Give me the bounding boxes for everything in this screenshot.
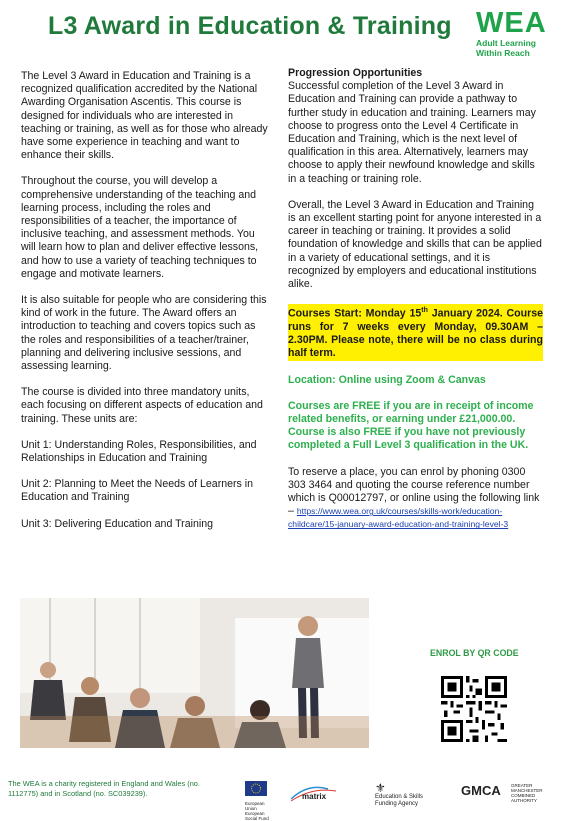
start-text-b: January 2024. Course runs for 7 weeks every Monday, 09.30AM – 2.30PM. Please note, there will be no class during half term. xyxy=(288,307,543,360)
course-paragraph: Throughout the course, you will develop a comprehensive understanding of the teaching and learning process, including the roles and responsibilities of a teacher, the importance of inclusive teaching, and assessment methods. You will learn how to plan and deliver effective lessons, and how to use a variety of teaching techniques to engage and motivate learners. xyxy=(21,175,259,280)
units-intro: The course is divided into three mandatory units, each focusing on different aspects of education and training. These units are: xyxy=(21,386,263,425)
free-course-text: Courses are FREE if you are in receipt of income related benefits, or earning under £21,000.00. Course is also FREE if you have not previously completed a Full Level 3 qualification in the UK. xyxy=(288,399,534,452)
course-start-notice xyxy=(288,304,543,360)
reserve-text: To reserve a place, you can enrol by phoning 0300 303 3464 and quoting the course reference number which is Q00012797, or online using the following link – xyxy=(288,465,540,518)
wea-logo xyxy=(476,8,556,58)
esfa-line-1: Education & Skills xyxy=(375,794,424,800)
course-link[interactable]: https://www.wea.org.uk/courses/skills-work/education-childcare/15-january-award-education-and-training-level-3 xyxy=(288,506,509,530)
classroom-photo xyxy=(20,598,369,748)
gmca-subtitle: GREATER MANCHESTER COMBINED AUTHORITY xyxy=(511,783,543,803)
gmca-wordmark: GMCA xyxy=(461,783,501,798)
eu-flag-icon xyxy=(245,781,267,796)
logo-tagline-1: Adult Learning xyxy=(476,38,536,48)
eu-logo xyxy=(245,781,277,821)
page-title: L3 Award in Education & Training xyxy=(48,12,452,40)
logo-tagline-2: Within Reach xyxy=(476,48,530,58)
suitability-paragraph: It is also suitable for people who are considering this kind of work in the future. The Award offers an introduction to teaching and covers topics such as the roles and responsibilities of a teacher/trainer, planning and delivering inclusive sessions, and assessing learning. xyxy=(21,294,267,373)
reserve-paragraph xyxy=(288,466,543,532)
qr-label: ENROL BY QR CODE xyxy=(430,648,519,658)
unit-item-1: Unit 1: Understanding Roles, Responsibilities, and Relationships in Education and Training xyxy=(21,438,257,465)
intro-paragraph: The Level 3 Award in Education and Training is a recognized qualification accredited by the National Awarding Organisation Ascentis. This course is designed for individuals who are interested in teaching or training, as well as for those who already have some experience in teaching and want to enhance their skills. xyxy=(21,70,268,162)
qr-code[interactable] xyxy=(441,676,507,742)
unit-item-2: Unit 2: Planning to Meet the Needs of Learners in Education and Training xyxy=(21,478,254,504)
location-text: Location: Online using Zoom & Canvas xyxy=(288,373,486,386)
crest-icon: ⚜ xyxy=(375,781,386,795)
unit-item-3: Unit 3: Delivering Education and Training xyxy=(21,517,213,530)
right-column xyxy=(288,67,543,545)
start-text-a: Courses Start: Monday 15 xyxy=(288,307,422,320)
progression-heading: Progression Opportunities xyxy=(288,67,423,79)
progression-paragraph: Successful completion of the Level 3 Award in Education and Training can provide a pathway to further study in education and training. Learners may choose to progress onto the Level 4 Certificate in Education and Training, which is the next level of qualification in this area. Alternatively, learners may choose to apply their newfound knowledge and skills in a teaching or training role. xyxy=(288,80,536,185)
matrix-logo xyxy=(288,783,348,808)
start-text-sup: th xyxy=(421,307,428,315)
charity-notice: The WEA is a charity registered in England and Wales (no. 1112775) and in Scotland (no. SC039239). xyxy=(8,779,200,798)
overall-paragraph: Overall, the Level 3 Award in Education and Training is an excellent starting point for anyone interested in a career in teaching or training. It provides a solid foundation of knowledge and skills that can be applied in a variety of educational settings, and it is recognized by employers and educational institutions alike. xyxy=(288,198,542,291)
eu-caption: European Union European Social Fund xyxy=(245,801,269,821)
left-column xyxy=(21,70,268,544)
matrix-wordmark: matrix xyxy=(302,792,327,801)
logo-wordmark: WEA xyxy=(476,7,547,39)
esfa-logo xyxy=(375,782,445,808)
esfa-line-2: Funding Agency xyxy=(375,801,419,807)
